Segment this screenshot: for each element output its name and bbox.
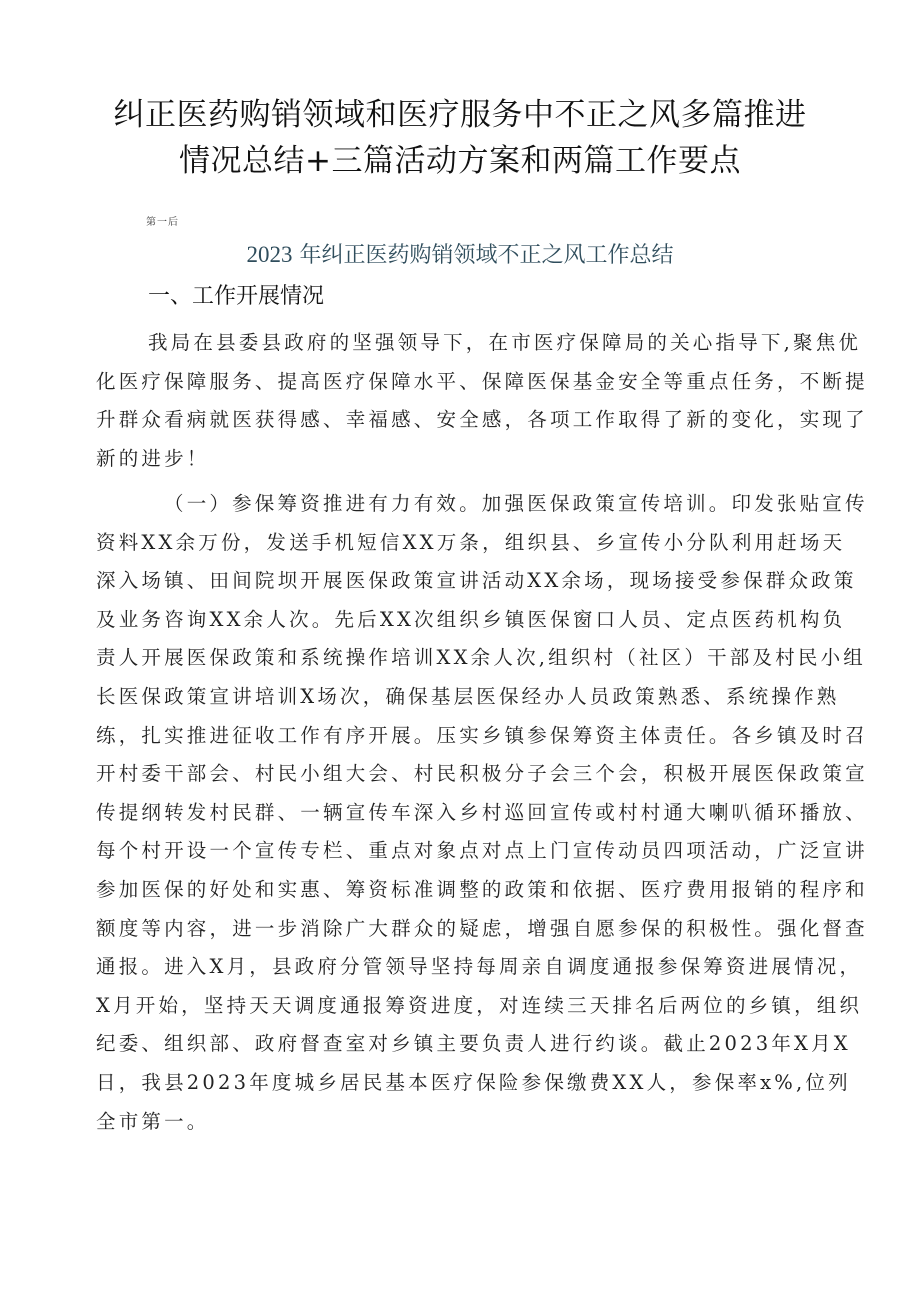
paragraph-line: 化医疗保障服务、提高医疗保障水平、保障医保基金安全等重点任务，不断提 <box>96 369 868 393</box>
paragraph-line: 纪委、组织部、政府督查室对乡镇主要负责人进行约谈。截止2023年X月X <box>96 1032 851 1056</box>
paragraph-line: 练，扎实推进征收工作有序开展。压实乡镇参保筹资主体责任。各乡镇及时召 <box>96 723 868 747</box>
paragraph-line: （一）参保筹资推进有力有效。加强医保政策宣传培训。印发张贴宣传 <box>164 492 868 515</box>
paragraph-line: 全市第一。 <box>96 1109 210 1133</box>
document-title <box>80 92 840 184</box>
document-title-line-1: 纠正医药购销领域和医疗服务中不正之风多篇推进 <box>113 97 807 133</box>
paragraph-line: 责人开展医保政策和系统操作培训XX余人次,组织村（社区）干部及村民小组 <box>96 646 866 670</box>
section-marker: 第一后 <box>146 217 179 228</box>
paragraph-line: 升群众看病就医获得感、幸福感、安全感，各项工作取得了新的变化，实现了 <box>96 408 868 432</box>
paragraph-line: 资料XX余万份，发送手机短信XX万条，组织县、乡宣传小分队利用赶场天 <box>96 530 846 554</box>
paragraph-line: 新的进步！ <box>96 446 210 470</box>
paragraph-insurance-funding <box>96 485 868 1141</box>
paragraph-line: 开村委干部会、村民小组大会、村民积极分子会三个会，积极开展医保政策宣 <box>96 762 868 786</box>
subtitle-year: 2023 <box>246 242 293 267</box>
subtitle-text: 年纠正医药购销领域不正之风工作总结 <box>299 243 674 268</box>
paragraph-line: 参加医保的好处和实惠、筹资标准调整的政策和依据、医疗费用报销的程序和 <box>96 877 868 901</box>
paragraph-line: 传提纲转发村民群、一辆宣传车深入乡村巡回宣传或村村通大喇叭循环播放、 <box>96 800 868 824</box>
paragraph-line: 我局在县委县政府的坚强领导下，在市医疗保障局的关心指导下,聚焦优 <box>148 331 862 354</box>
section-subtitle <box>150 240 770 271</box>
heading-work-progress: 一、工作开展情况 <box>148 284 325 309</box>
paragraph-intro <box>96 324 868 478</box>
paragraph-line: X月开始，坚持天天调度通报筹资进度，对连续三天排名后两位的乡镇，组织 <box>96 993 863 1017</box>
paragraph-line: 每个村开设一个宣传专栏、重点对象点对点上门宣传动员四项活动，广泛宣讲 <box>96 839 868 863</box>
paragraph-line: 长医保政策宣讲培训X场次，确保基层医保经办人员政策熟悉、系统操作熟 <box>96 684 840 708</box>
document-title-line-2: 情况总结+三篇活动方案和两篇工作要点 <box>179 143 741 179</box>
paragraph-line: 深入场镇、田间院坝开展医保政策宣讲活动XX余场，现场接受参保群众政策 <box>96 569 857 593</box>
paragraph-line: 日，我县2023年度城乡居民基本医疗保险参保缴费XX人，参保率x%,位列 <box>96 1070 851 1094</box>
paragraph-line: 及业务咨询XX余人次。先后XX次组织乡镇医保窗口人员、定点医药机构负 <box>96 607 846 631</box>
paragraph-line: 通报。进入X月，县政府分管领导坚持每周亲自调度通报参保筹资进展情况， <box>96 955 863 979</box>
paragraph-line: 额度等内容，进一步消除广大群众的疑虑，增强自愿参保的积极性。强化督查 <box>96 916 868 940</box>
